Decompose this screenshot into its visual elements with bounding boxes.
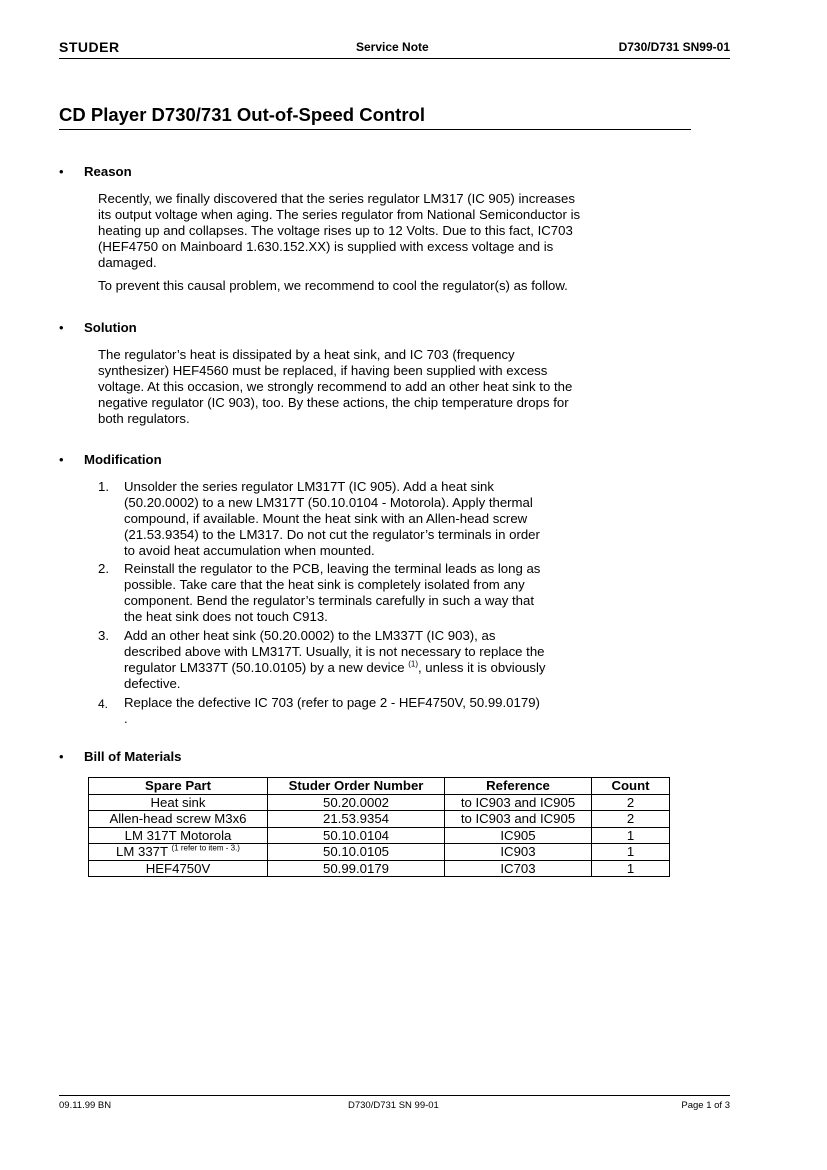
- text-line: synthesizer) HEF4560 must be replaced, if having been supplied with excess: [98, 363, 548, 379]
- section-heading-modification: Modification: [84, 452, 162, 467]
- table-row: [89, 827, 670, 844]
- cell-order-number: 21.53.9354: [268, 811, 445, 828]
- cell-part: HEF4750V: [89, 860, 268, 877]
- cell-order-number: 50.10.0104: [268, 827, 445, 844]
- title-underline: [59, 129, 691, 130]
- step-number: 1.: [98, 479, 109, 494]
- header-rule: [59, 58, 730, 59]
- table-row: [89, 860, 670, 877]
- text-line: compound, if available. Mount the heat sink with an Allen-head screw: [124, 511, 528, 527]
- text-line: to avoid heat accumulation when mounted.: [124, 543, 375, 559]
- cell-reference: to IC903 and IC905: [445, 794, 592, 811]
- cell-order-number: 50.99.0179: [268, 860, 445, 877]
- text-line: Reinstall the regulator to the PCB, leaving the terminal leads as long as: [124, 561, 541, 576]
- text-segment: , unless it is obviously: [417, 660, 546, 676]
- step-number: 4.: [98, 697, 109, 711]
- part-name: LM 337T: [116, 844, 168, 860]
- footer-doc-id: D730/D731 SN 99-01: [348, 1100, 439, 1111]
- cell-order-number: 50.20.0002: [268, 794, 445, 811]
- text-line: damaged.: [98, 255, 157, 271]
- cell-reference: to IC903 and IC905: [445, 811, 592, 828]
- footnote-note: (1 refer to item - 3.): [171, 843, 240, 853]
- cell-reference: IC905: [445, 827, 592, 844]
- table-row: [89, 844, 670, 861]
- column-header: Studer Order Number: [268, 778, 445, 795]
- cell-part: LM 317T Motorola: [89, 827, 268, 844]
- cell-count: 1: [592, 844, 670, 861]
- text-line: (50.20.0002) to a new LM317T (50.10.0104 - Motorola). Apply thermal: [124, 495, 533, 511]
- step-number: 2.: [98, 561, 109, 576]
- text-line: Recently, we finally discovered that the series regulator LM317 (IC 905) increases: [98, 191, 575, 206]
- cell-count: 1: [592, 827, 670, 844]
- column-header: Reference: [445, 778, 592, 795]
- reason-paragraph: [98, 191, 618, 271]
- section-heading-reason: Reason: [84, 164, 132, 179]
- text-line: the heat sink does not touch C913.: [124, 609, 328, 625]
- bullet-bom: •: [59, 749, 64, 764]
- text-line: (21.53.9354) to the LM317. Do not cut the regulator’s terminals in order: [124, 527, 540, 543]
- cell-count: 1: [592, 860, 670, 877]
- text-line: Add an other heat sink (50.20.0002) to the LM337T (IC 903), as: [124, 628, 496, 643]
- cell-count: 2: [592, 811, 670, 828]
- bullet-solution: •: [59, 320, 64, 335]
- table-header-row: [89, 778, 670, 795]
- text-line: Replace the defective IC 703 (refer to page 2 - HEF4750V, 50.99.0179): [124, 695, 540, 710]
- text-line: (HEF4750 on Mainboard 1.630.152.XX) is supplied with excess voltage and is: [98, 239, 554, 255]
- text-line: Unsolder the series regulator LM317T (IC 905). Add a heat sink: [124, 479, 494, 494]
- header-doc-id: D730/D731 SN99-01: [618, 40, 730, 54]
- section-heading-solution: Solution: [84, 320, 137, 335]
- reason-recommendation: [98, 278, 618, 294]
- table-row: [89, 811, 670, 828]
- cell-part: Heat sink: [89, 794, 268, 811]
- footer-page-number: Page 1 of 3: [681, 1100, 730, 1111]
- column-header: Spare Part: [89, 778, 268, 795]
- text-line: negative regulator (IC 903), too. By these actions, the chip temperature drops for: [98, 395, 569, 411]
- text-line: described above with LM317T. Usually, it is not necessary to replace the: [124, 644, 545, 660]
- column-header: Count: [592, 778, 670, 795]
- cell-count: 2: [592, 794, 670, 811]
- cell-part: [89, 844, 268, 861]
- section-heading-bom: Bill of Materials: [84, 749, 182, 764]
- text-line: [124, 660, 546, 676]
- bullet-modification: •: [59, 452, 64, 467]
- cell-order-number: 50.10.0105: [268, 844, 445, 861]
- step-number: 3.: [98, 628, 109, 643]
- footer-date: 09.11.99 BN: [59, 1100, 112, 1111]
- text-line: The regulator’s heat is dissipated by a heat sink, and IC 703 (frequency: [98, 347, 515, 362]
- header-doc-type: Service Note: [356, 40, 429, 54]
- cell-reference: IC703: [445, 860, 592, 877]
- studer-logo: STUDER: [59, 39, 120, 55]
- cell-reference: IC903: [445, 844, 592, 861]
- text-line: its output voltage when aging. The series regulator from National Semiconductor is: [98, 207, 581, 223]
- text-segment: regulator LM337T (50.10.0105) by a new device: [124, 660, 409, 676]
- solution-paragraph: [98, 347, 618, 427]
- cell-part: Allen-head screw M3x6: [89, 811, 268, 828]
- page-title: CD Player D730/731 Out-of-Speed Control: [59, 104, 425, 125]
- table-row: [89, 794, 670, 811]
- footnote-marker: (1): [408, 659, 418, 669]
- text-line: heating up and collapses. The voltage rises up to 12 Volts. Due to this fact, IC703: [98, 223, 573, 239]
- text-line: defective.: [124, 676, 181, 692]
- text-line: voltage. At this occasion, we strongly recommend to add an other heat sink to the: [98, 379, 573, 395]
- text-line: component. Bend the regulator’s terminals carefully in such a way that: [124, 593, 535, 609]
- bill-of-materials-table: [88, 777, 670, 877]
- bullet-reason: •: [59, 164, 64, 179]
- text-line: possible. Take care that the heat sink is completely isolated from any: [124, 577, 525, 593]
- footer-rule: [59, 1095, 730, 1096]
- text-line: both regulators.: [98, 411, 190, 427]
- text-line: .: [124, 711, 128, 727]
- text-line: To prevent this causal problem, we recommend to cool the regulator(s) as follow.: [98, 278, 568, 293]
